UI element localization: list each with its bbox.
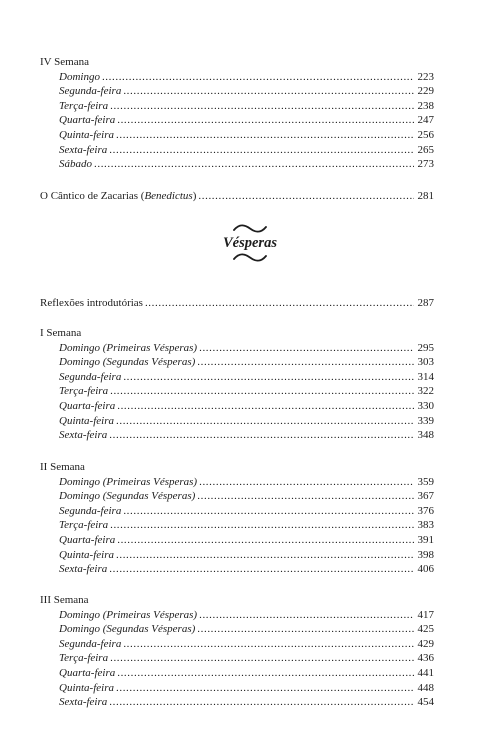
section-heading-vesperas [0,224,500,262]
toc-entry [40,666,434,681]
toc-benedictus [40,189,434,204]
toc-page-number: 265 [417,143,434,156]
toc-entry-label: Quarta-feira [59,533,116,546]
leader-dots [199,475,414,490]
toc-week-iii [40,593,434,710]
week-title: I Semana [40,327,82,339]
leader-dots [110,651,414,666]
toc-page-number: 256 [417,128,434,141]
toc-entry-label: Domingo (Segundas Vésperas) [59,490,196,503]
toc-page-number: 441 [417,666,434,679]
toc-page-number: 406 [417,563,434,576]
toc-entry [40,84,434,99]
leader-dots [117,666,414,681]
toc-entry [40,637,434,652]
toc-entry [40,70,434,85]
toc-page-number: 223 [417,70,434,83]
toc-week-iv [40,55,434,172]
leader-dots [110,518,414,533]
leader-dots [197,355,414,370]
toc-page-number: 367 [417,490,434,503]
week-title: IV Semana [40,56,89,68]
leader-dots [117,113,414,128]
toc-entry-label: Quarta-feira [59,114,116,127]
toc-page-number: 417 [417,608,434,621]
toc-page-number: 359 [417,475,434,488]
toc-entry [40,157,434,172]
leader-dots [197,489,414,504]
leader-dots [109,143,414,158]
toc-entry [40,128,434,143]
toc-page-number: 339 [417,414,434,427]
toc-entry [40,681,434,696]
toc-entry-label: Domingo (Segundas Vésperas) [59,623,196,636]
toc-entry-label: Quinta-feira [59,128,114,141]
leader-dots [110,99,414,114]
toc-entry [40,99,434,114]
toc-entry [40,622,434,637]
toc-entry-label: Quinta-feira [59,414,114,427]
toc-entry [40,399,434,414]
leader-dots [109,695,414,710]
toc-page-number: 348 [417,429,434,442]
toc-entry-label: Segunda-feira [59,370,122,383]
leader-dots [116,548,414,563]
leader-dots [199,608,414,623]
toc-week-ii [40,460,434,577]
toc-entry [40,355,434,370]
leader-dots [117,399,414,414]
toc-entry [40,143,434,158]
toc-entry-label: Segunda-feira [59,637,122,650]
swash-ornament-bottom-icon [232,253,268,262]
leader-dots [197,622,414,637]
toc-entry [40,548,434,563]
toc-week-i [40,326,434,443]
toc-entry-label: Domingo (Primeiras Vésperas) [59,608,198,621]
toc-page-number: 330 [417,399,434,412]
toc-page-number: 314 [417,370,434,383]
leader-dots [145,296,414,311]
toc-entry-label: Sexta-feira [59,429,108,442]
toc-entry-label: Sexta-feira [59,563,108,576]
toc-entry [40,370,434,385]
toc-entry [40,428,434,443]
toc-entry-label: Terça-feira [59,652,109,665]
toc-entry [40,504,434,519]
leader-dots [117,533,414,548]
leader-dots [116,128,414,143]
leader-dots [110,384,414,399]
toc-entry [40,414,434,429]
toc-entry [40,384,434,399]
toc-reflexoes [40,296,434,311]
toc-entry [40,651,434,666]
toc-entry-label: Sexta-feira [59,696,108,709]
toc-entry-label: Quinta-feira [59,548,114,561]
leader-dots [123,84,414,99]
toc-entry [40,533,434,548]
toc-page-number: 448 [417,681,434,694]
toc-entry [40,296,434,311]
toc-page-number: 376 [417,504,434,517]
leader-dots [94,157,414,172]
toc-page-number: 295 [417,341,434,354]
toc-page-number: 287 [417,297,434,309]
toc-page-number: 429 [417,637,434,650]
toc-page-number: 273 [417,158,434,171]
toc-entry-label: Domingo (Segundas Vésperas) [59,356,196,369]
toc-entry-label: Terça-feira [59,519,109,532]
toc-entry-label: Sábado [59,158,92,171]
toc-entry-label: Sexta-feira [59,143,108,156]
toc-entry-label: Terça-feira [59,385,109,398]
leader-dots [123,504,414,519]
toc-entry [40,608,434,623]
leader-dots [198,189,414,204]
toc-page-number: 322 [417,385,434,398]
toc-entry-label: Quarta-feira [59,399,116,412]
section-title: Vésperas [223,235,277,251]
toc-entry [40,562,434,577]
toc-entry [40,489,434,504]
leader-dots [199,341,414,356]
toc-entry-label: Segunda-feira [59,85,122,98]
toc-page-number: 303 [417,356,434,369]
leader-dots [109,428,414,443]
week-title: III Semana [40,594,89,606]
week-title: II Semana [40,461,85,473]
toc-entry [40,113,434,128]
toc-page-number: 436 [417,652,434,665]
toc-page-number: 229 [417,85,434,98]
toc-entry-label: Reflexões introdutórias [40,297,143,309]
toc-page-number: 391 [417,533,434,546]
swash-ornament-top-icon [232,224,268,233]
toc-entry [40,695,434,710]
toc-entry-label: Segunda-feira [59,504,122,517]
toc-entry-label: Domingo (Primeiras Vésperas) [59,475,198,488]
toc-page-number: 425 [417,623,434,636]
toc-entry: O Cântico de Zacarias (Benedictus) ..... 281 [40,189,434,204]
toc-page-number: 383 [417,519,434,532]
toc-entry-label: Domingo (Primeiras Vésperas) [59,341,198,354]
toc-page-number: 454 [417,696,434,709]
toc-page-number: 247 [417,114,434,127]
toc-entry-label: Quinta-feira [59,681,114,694]
leader-dots [116,414,414,429]
leader-dots [116,681,414,696]
leader-dots [102,70,414,85]
toc-entry-label: Domingo [59,70,100,83]
leader-dots [123,370,414,385]
toc-page-number: 398 [417,548,434,561]
toc-entry [40,341,434,356]
toc-entry-label: Quarta-feira [59,666,116,679]
toc-page-number: 238 [417,99,434,112]
leader-dots [123,637,414,652]
leader-dots [109,562,414,577]
toc-page-number: 281 [417,190,434,202]
toc-entry-label: Terça-feira [59,99,109,112]
toc-entry [40,518,434,533]
toc-entry [40,475,434,490]
